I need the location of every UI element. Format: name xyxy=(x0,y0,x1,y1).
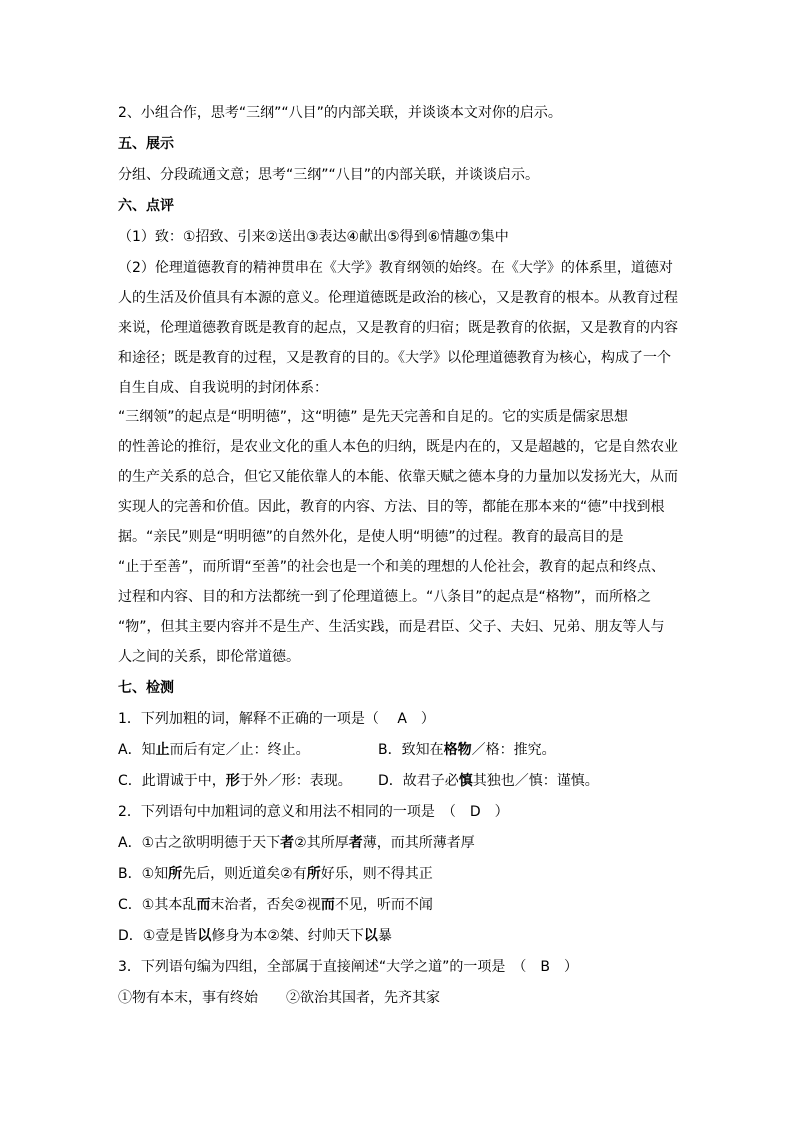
question-1-options-row xyxy=(118,740,556,760)
q2-option-c: C．①其本乱而末治者，否矣②视而不见，听而不闻 xyxy=(118,897,433,913)
q2-option-b: B．①知所先后，则近道矣②有所好乐，则不得其正 xyxy=(118,866,433,882)
comment-3-line: 实现人的完善和价值。因此，教育的内容、方法、目的等，都能在那本来的“德”中找到根 xyxy=(118,499,665,515)
comment-2-line: 和途径；既是教育的过程，又是教育的目的。《大学》以伦理道德教育为核心，构成了一个 xyxy=(118,350,671,366)
q2-option-d: D．①壹是皆以修身为本②桀、纣帅天下以暴 xyxy=(118,928,392,944)
comment-3-line: “物”，但其主要内容并不是生产、生活实践，而是君臣、父子、夫妇、兄弟、朋友等人与 xyxy=(118,619,665,635)
question-3-items: ①物有本末，事有终始 ②欲治其国者，先齐其家 xyxy=(118,990,440,1006)
section-heading-seven: 七、检测 xyxy=(118,680,174,696)
comment-2-line: 来说，伦理道德教育既是教育的起点，又是教育的归宿；既是教育的依据，又是教育的内容 xyxy=(118,320,678,336)
comment-3-line: “止于至善”，而所谓“至善”的社会也是一个和美的理想的人伦社会，教育的起点和终点、 xyxy=(118,559,666,575)
q1-option-d: D．故君子必慎其独也／慎：谨慎。 xyxy=(378,773,599,789)
comment-3-line: 人之间的关系，即伦常道德。 xyxy=(118,649,300,665)
question-1-stem: 1．下列加粗的词，解释不正确的一项是（ A ） xyxy=(118,711,435,727)
comment-1-text: （1）致：①招致、引来②送出③表达④献出⑤得到⑥情趣⑦集中 xyxy=(118,229,509,245)
comment-3-line: 过程和内容、目的和方法都统一到了伦理道德上。“八条目”的起点是“格物”，而所格之 xyxy=(118,589,652,605)
comment-2-line: 自生自成、自我说明的封闭体系： xyxy=(118,380,328,396)
comment-2-line: （2）伦理道德教育的精神贯串在《大学》教育纲领的始终。在《大学》的体系里，道德对 xyxy=(118,260,673,276)
q1-option-c: C．此谓诚于中，形于外／形：表现。 xyxy=(118,773,352,789)
q2-option-a: A．①古之欲明明德于天下者②其所厚者薄，而其所薄者厚 xyxy=(118,835,475,851)
comment-3-line: 的生产关系的总合，但它又能依靠人的本能、依靠天赋之德本身的力量加以发扬光大，从而 xyxy=(118,469,678,485)
comment-3-line: “三纲领”的起点是“明明德”，这“明德” 是先天完善和自足的。它的实质是儒家思想 xyxy=(118,409,628,425)
question-1-options-row xyxy=(118,771,599,791)
section-heading-six: 六、点评 xyxy=(118,198,174,214)
section-heading-five: 五、展示 xyxy=(118,136,174,152)
task-2-text: 2、小组合作，思考“三纲”“八目”的内部关联，并谈谈本文对你的启示。 xyxy=(118,105,562,121)
q1-option-a: A．知止而后有定／止：终止。 xyxy=(118,742,310,758)
comment-3-line: 据。“亲民”则是“明明德”的自然外化，是使人明“明德”的过程。教育的最高目的是 xyxy=(118,529,624,545)
question-2-stem: 2．下列语句中加粗词的意义和用法不相同的一项是 （ D ） xyxy=(118,804,509,820)
q1-option-b: B．致知在格物／格：推究。 xyxy=(378,742,556,758)
question-3-stem: 3．下列语句编为四组，全部属于直接阐述“大学之道”的一项是 （ B ） xyxy=(118,959,579,975)
comment-2-line: 人的生活及价值具有本源的意义。伦理道德既是政治的核心，又是教育的根本。从教育过程 xyxy=(118,290,678,306)
section-five-text: 分组、分段疏通文意；思考“三纲”“八目”的内部关联，并谈谈启示。 xyxy=(118,167,540,183)
comment-3-line: 的性善论的推衍，是农业文化的重人本色的归纳，既是内在的，又是超越的，它是自然农业 xyxy=(118,439,678,455)
